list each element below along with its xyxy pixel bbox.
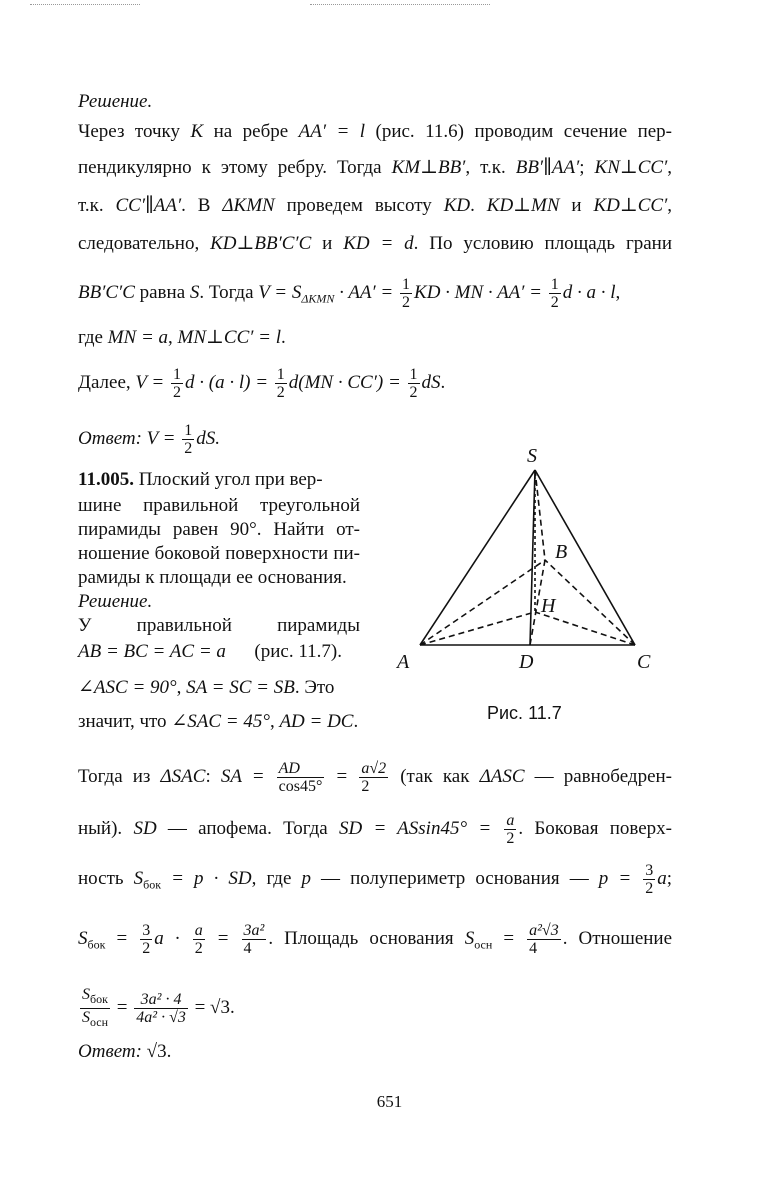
- text-line: AB = BC = AC = a (рис. 11.7).: [78, 641, 342, 662]
- fraction: $\frac{1}{2}$: [409, 366, 418, 401]
- text-line: Через точку K на ребре AA′ = l (рис. 11.6) проводим сечение пер-: [78, 121, 673, 142]
- figure-caption: Рис. 11.7: [487, 703, 562, 723]
- text-line: следовательно, KD⊥BB′C′C и KD = d. По условию площадь грани: [78, 233, 673, 254]
- fraction: $\frac{1}{2}$: [550, 276, 559, 311]
- text-line: У правильной пирамиды: [78, 615, 360, 636]
- edge-SC: [535, 470, 635, 645]
- fraction: $\frac{a√2}{2}$: [361, 760, 387, 795]
- fraction: $\frac{a}{2}$: [194, 922, 203, 957]
- problem-line: пирамиды равен 90°. Найти от-: [78, 519, 360, 540]
- fraction: $\frac{AD}{\cos 45^\circ}$: [278, 760, 323, 795]
- fraction: $\frac{\text{3a² · 4}}{\text{4a² · √3}}$: [136, 991, 186, 1027]
- label-C: C: [637, 651, 651, 673]
- answer-label: Ответ:: [78, 427, 142, 449]
- solution-label: Решение.: [78, 591, 153, 612]
- fraction: $\frac{1}{2}$: [173, 366, 182, 401]
- edge-SA: [420, 470, 535, 645]
- fraction: $\frac{1}{2}$: [402, 276, 411, 311]
- answer-label: Ответ:: [78, 1041, 142, 1062]
- label-B: B: [555, 541, 568, 563]
- text-line: т.к. CC′∥AA′. В ΔKMN проведем высоту KD. KD⊥MN и KD⊥CC′,: [78, 195, 673, 216]
- formula-line: ность $S_{бок} = p$ · SD, где p — полупериметр основания — p = $\frac{3}{2}$ a;: [78, 862, 673, 897]
- text-line: пендикулярно к этому ребру. Тогда KM⊥BB′, т.к. BB′∥AA′; KN⊥CC′,: [78, 157, 672, 178]
- segment-AH: [420, 612, 535, 645]
- answer-line: Ответ: √3.: [78, 1041, 172, 1062]
- page-number: 651: [376, 1092, 403, 1111]
- fraction: $\frac{a}{2}$: [506, 812, 515, 847]
- solution-label: Решение.: [78, 91, 153, 112]
- fraction: $\frac{1}{2}$: [184, 422, 193, 457]
- formula-line: BB′C′C равна S. Тогда $V = S_{\Delta KMN} \cdot AA'$ = $\frac{1}{2}$ KD · MN · AA′ = $\frac{1}{2}$ d · a · l,: [78, 276, 621, 311]
- formula-line: ный). SD — апофема. Тогда SD = ASsin45° = $\frac{a}{2}$ . Боковая поверх-: [78, 812, 673, 847]
- problem-number: 11.005.: [78, 469, 134, 490]
- text-line: где MN = a, MN⊥CC′ = l.: [78, 327, 286, 348]
- formula-line: Далее, V = $\frac{1}{2}$ d · (a · l) = $\frac{1}{2}$ d(MN · CC′) = $\frac{1}{2}$ dS.: [78, 366, 446, 401]
- formula-line: $\frac{S_{бок}}{S_{осн}}$ = $\frac{\text{3a² · 4}}{\text{4a² · √3}}$ = √3.: [82, 986, 235, 1030]
- fraction: $\frac{1}{2}$: [276, 366, 285, 401]
- problem-line: ношение боковой поверхности пи-: [78, 543, 360, 564]
- fraction: $\frac{3}{2}$: [142, 922, 151, 957]
- formula-line: Тогда из ΔSAC: SA = $\frac{AD}{\cos 45^\circ}$ = $\frac{a√2}{2}$ (так как ΔASC — равнобедрен-: [78, 760, 672, 795]
- fraction: $\frac{3}{2}$: [645, 862, 654, 897]
- label-A: A: [397, 651, 410, 673]
- scan-artifact-line: [30, 4, 140, 5]
- pyramid-figure: [395, 440, 665, 680]
- problem-line: 11.005. Плоский угол при вер-: [78, 469, 323, 490]
- problem-line: шине правильной треугольной: [78, 495, 360, 516]
- fraction: $\frac{\text{3a²}}{4}$: [243, 922, 265, 957]
- text-line: значит, что ∠SAC = 45°, AD = DC.: [78, 711, 359, 732]
- problem-line: рамиды к площади ее основания.: [78, 567, 347, 588]
- scan-artifact-line: [310, 4, 490, 5]
- edge-AB: [420, 560, 545, 645]
- formula-line: $S_{бок}$ = $\frac{3}{2}$ a · $\frac{a}{2}$ = $\frac{\text{3a²}}{4}$ . Площадь основания $S_{осн}$ = $\frac{\text{a²√3}}{4}$ . Отношение: [78, 922, 673, 957]
- fraction: $\frac{\text{a²√3}}{4}$: [529, 922, 559, 957]
- label-H: H: [541, 595, 556, 617]
- label-D: D: [519, 651, 534, 673]
- answer-line: Ответ: V = $\frac{1}{2}$ dS.: [78, 422, 221, 457]
- fraction: $\frac{S_{бок}}{S_{осн}}$: [82, 986, 109, 1030]
- text-line: ∠ASC = 90°, SA = SC = SB. Это: [78, 677, 335, 698]
- label-S: S: [527, 445, 537, 467]
- edge-CB: [545, 560, 635, 645]
